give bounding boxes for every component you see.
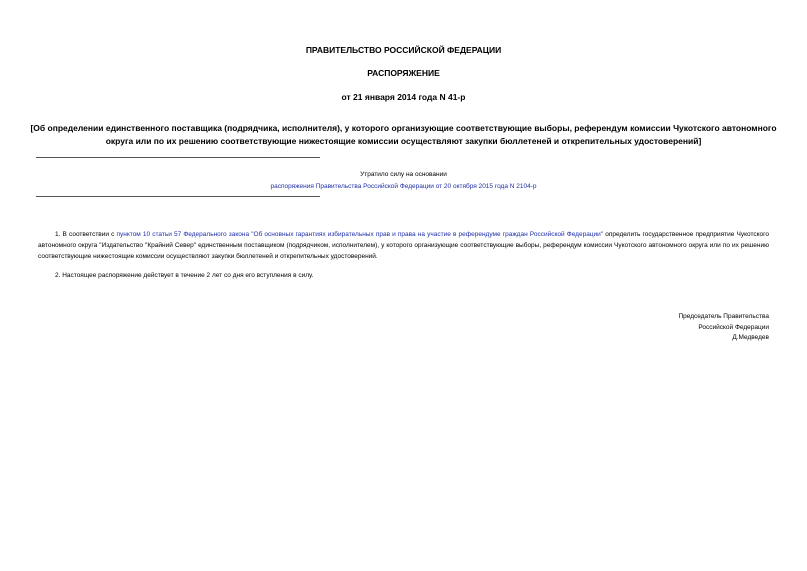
document-title: [Об определении единственного поставщика (подрядчика, исполнителя), у которого организующие соответствующие выборы, референдум комиссии Чукотского автономного округа или по их решению соответствующие нижестоящие комиссии осуществляют закупки бюллетеней и открепительных удостоверений] [30, 123, 777, 146]
document-type: РАСПОРЯЖЕНИЕ [367, 68, 440, 78]
lost-force-text: Утратило силу на основании [360, 171, 447, 178]
paragraph-1-prefix: 1. В соответствии с [55, 231, 117, 238]
lost-force-link[interactable]: распоряжения Правительства Российской Федерации от 20 октября 2015 года N 2104-р [270, 183, 537, 190]
paragraph-2: 2. Настоящее распоряжение действует в течение 2 лет со дня его вступления в силу. [55, 272, 314, 279]
signature-title-line1: Председатель Правительства [678, 313, 769, 320]
government-heading: ПРАВИТЕЛЬСТВО РОССИЙСКОЙ ФЕДЕРАЦИИ [305, 45, 502, 55]
document-date-number: от 21 января 2014 года N 41-р [341, 92, 466, 102]
divider-top [36, 157, 320, 158]
lost-force-notice [0, 169, 807, 193]
signature-block [678, 312, 769, 344]
paragraph-1 [38, 229, 769, 262]
signature-title-line2: Российской Федерации [698, 323, 769, 331]
paragraph-1-suffix: определить государственное предприятие Чукотского автономного округа "Издательство "Крайний Север" единственным поставщиком (подрядчиком, исполнителем), у которого организующие соответствующие выборы, референдум комиссии Чукотского автономного округа или по их решению соответствующие нижестоящие комиссии осуществляют закупки бюллетеней и открепительных удостоверений. [38, 231, 769, 260]
signature-name: Д.Медведев [732, 334, 769, 341]
federal-law-link[interactable]: пунктом 10 статьи 57 Федерального закона "Об основных гарантиях избирательных прав и права на участие в референдуме граждан Российской Федерации" [116, 231, 604, 238]
divider-bottom [36, 196, 320, 197]
